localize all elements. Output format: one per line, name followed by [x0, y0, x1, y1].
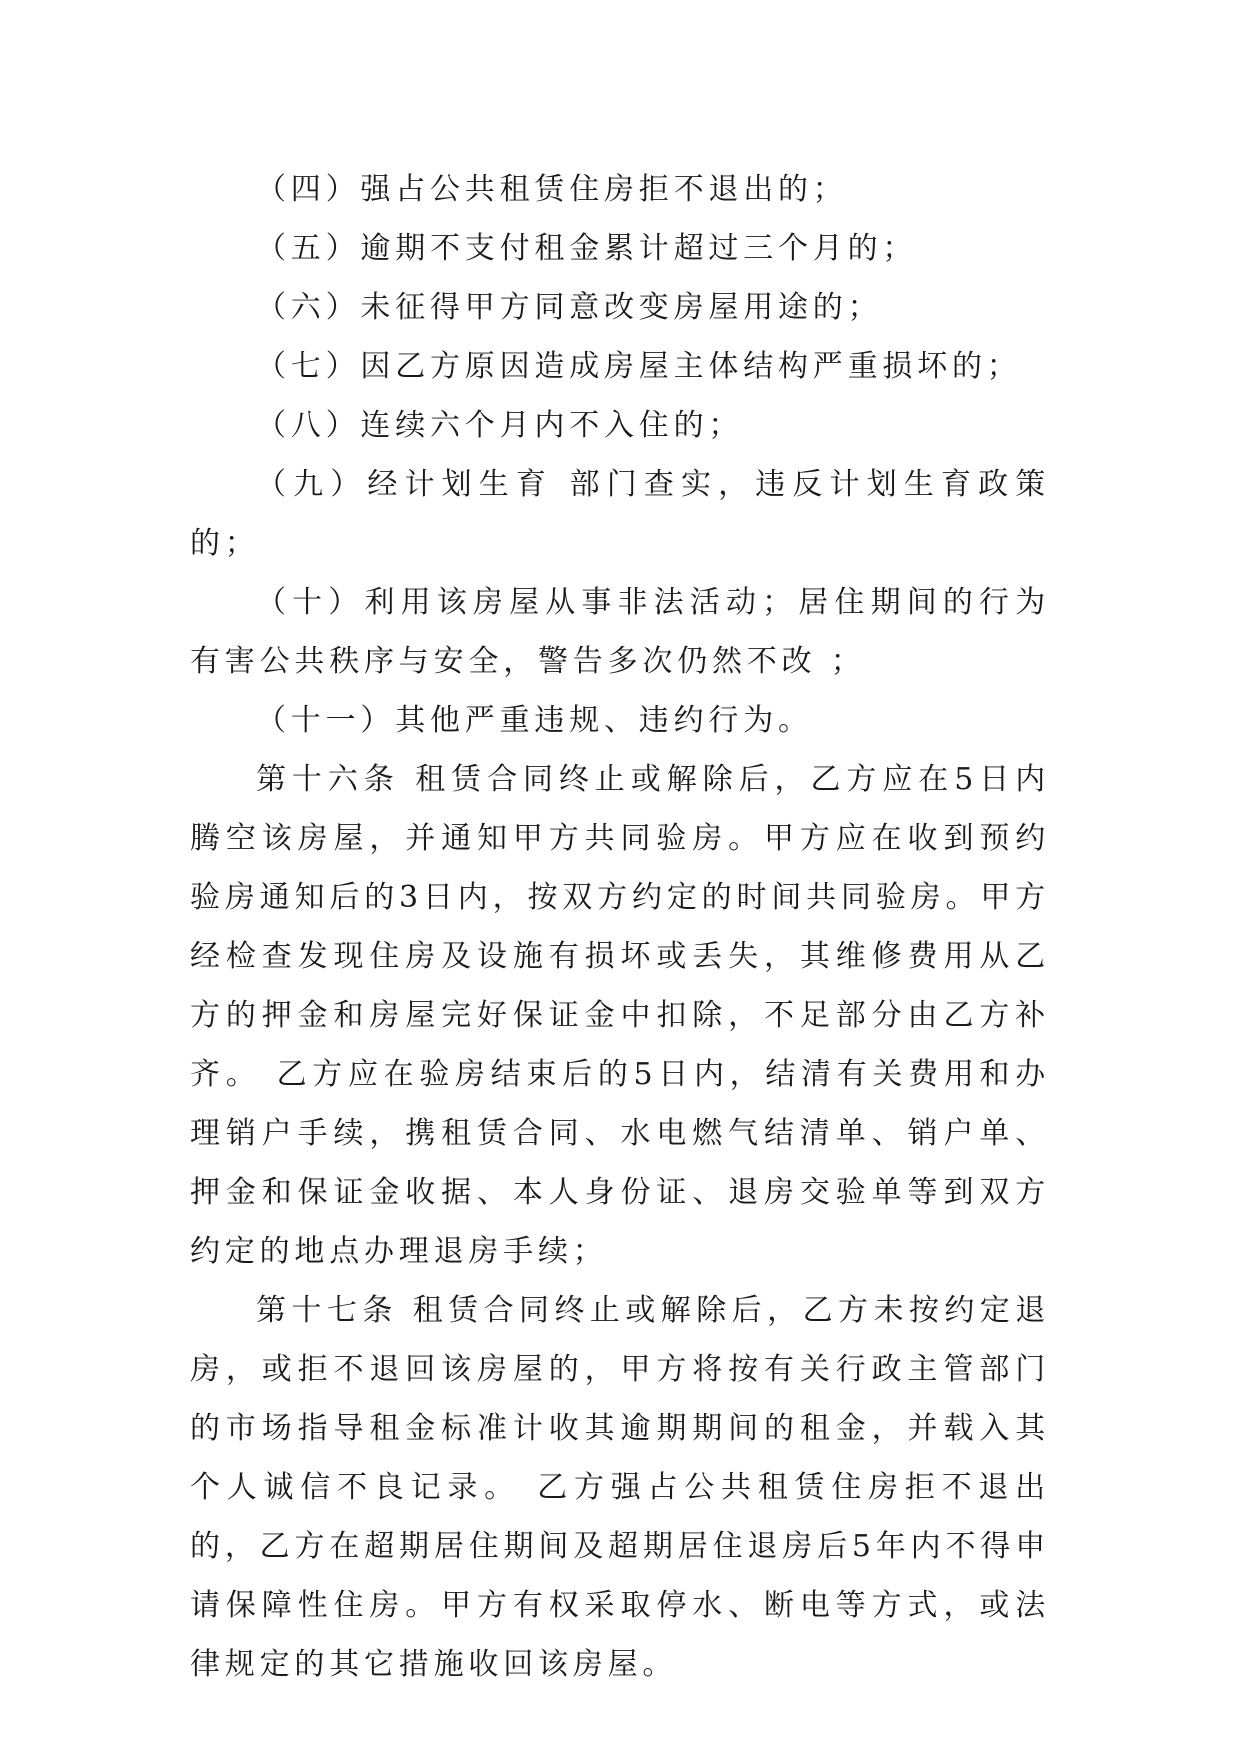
clause-item-5: （五）逾期不支付租金累计超过三个月的； [256, 231, 918, 266]
clause-item-7: （七）因乙方原因造成房屋主体结构严重损坏的； [256, 349, 1022, 384]
article-17: 第十七条 租赁合同终止或解除后，乙方未按约定退房，或拒不退回该房屋的，甲方将按有关行政主管部门的市场指导租金标准计收其逾期期间的租金，并载入其个人诚信不良记录。 乙方强占公共租赁住房拒不退出的，乙方在超期居住期间及超期居住退房后5年内不得申请保障性住房。甲方有权采取停水、断电等方式，或法律规定的其它措施收回该房屋。 [190, 1293, 1050, 1682]
article-16: 第十六条 租赁合同终止或解除后，乙方应在5日内腾空该房屋，并通知甲方共同验房。甲方应在收到预约验房通知后的3日内，按双方约定的时间共同验房。甲方经检查发现住房及设施有损坏或丢失，其维修费用从乙方的押金和房屋完好保证金中扣除，不足部分由乙方补齐。 乙方应在验房结束后的5日内，结清有关费用和办理销户手续，携租赁合同、水电燃气结清单、销户单、押金和保证金收据、本人身份证、退房交验单等到双方约定的地点办理退房手续； [190, 762, 1050, 1269]
clause-item-4: （四）强占公共租赁住房拒不退出的； [256, 172, 848, 207]
clause-item-11: （十一）其他严重违规、违约行为。 [256, 703, 813, 738]
contract-text [190, 160, 1050, 1694]
clause-item-8: （八）连续六个月内不入住的； [256, 408, 744, 443]
clause-item-10: （十）利用该房屋从事非法活动；居住期间的行为有害公共秩序与安全，警告多次仍然不改 ； [190, 585, 1050, 679]
clause-item-9: （九）经计划生育 部门查实，违反计划生育政策的； [190, 467, 1050, 561]
clause-item-6: （六）未征得甲方同意改变房屋用途的； [256, 290, 883, 325]
